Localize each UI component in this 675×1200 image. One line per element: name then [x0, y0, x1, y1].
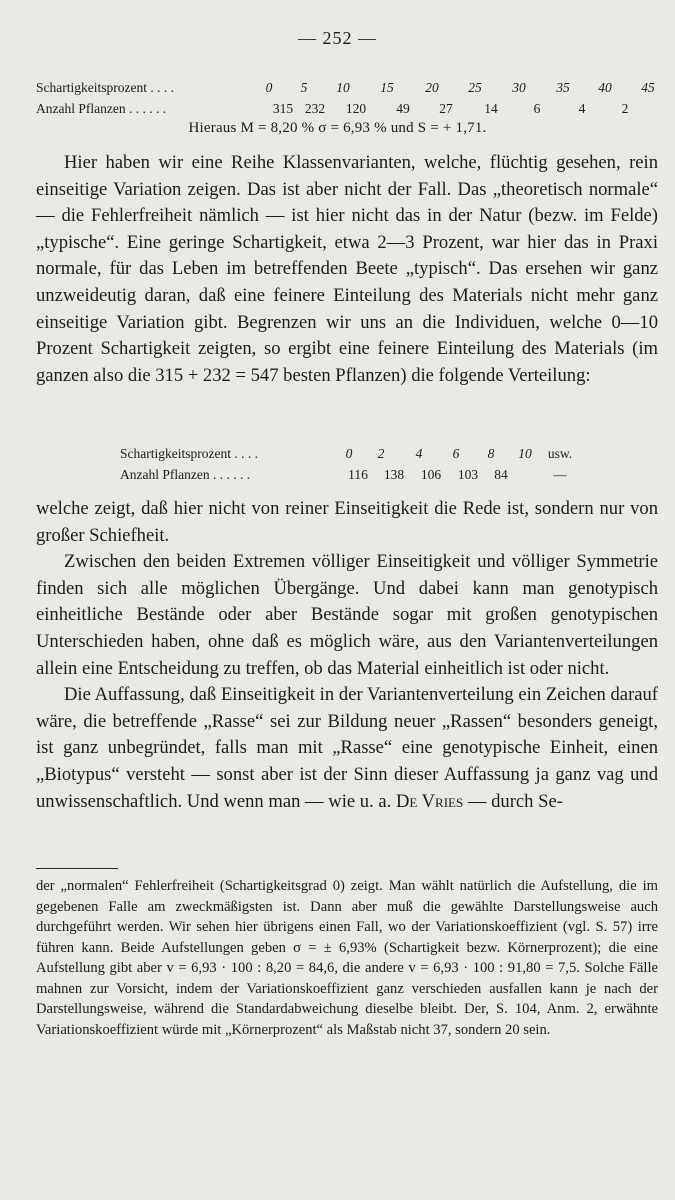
footnote-text: der „normalen“ Fehlerfreiheit (Schartigkeitsgrad 0) zeigt. Man wählt natürlich die Aufstellung, die im gegebenen Falle am zweckmäßigsten ist. Dann aber muß die gewählte Darstellungsweise auch durchgeführt werden. Wir sehen hier übrigens einen Fall, wo der Variationskoeffizient (vgl. S. 57) irre führen kann. Beide Aufstellungen geben σ = ± 6,93% (Schartigkeit bezw. Körnerprozent); die eine Aufstellung gibt aber v = 6,93 · 100 : 8,20 = 84,6, die andere v = 6,93 · 100 : 91,80 = 7,5. Solche Fälle mahnen zur Vorsicht, indem der Variationskoeffizient ganz verschieden ausfallen kann je nach der Darstellungsweise, während die Standardabweichung dieselbe bleibt. Der, S. 104, Anm. 2, erwähnte Variationskoeffizient würde mit „Körnerprozent“ als Maßstab nicht 37, sondern 20 sein.: [36, 878, 658, 1038]
table1-count-cell: 2: [621, 101, 629, 116]
table1-count-cell: 49: [396, 101, 410, 116]
body-paragraph: Zwischen den beiden Extremen völliger Einseitigkeit und völliger Symmetrie finden sich alle möglichen Übergänge. Und dabei kann man genotypisch einheitliche Bestände oder aber Bestände sogar mit großen genotypischen Unterschieden haben, ohne daß es möglich wäre, aus den Variantenverteilungen allein eine Entscheidung zu treffen, ob das Material einheitlich ist oder nicht.: [36, 551, 658, 679]
table1-percent-cell: 15: [380, 80, 394, 95]
body-paragraph-2-block: [36, 496, 658, 815]
table1-summary: Hieraus M = 8,20 % σ = 6,93 % und S = + 1,71.: [188, 120, 487, 136]
table2-percent-cell: 2: [377, 446, 385, 461]
table1-percent-cell: 0: [265, 80, 273, 95]
table2-count-cell: 84: [494, 467, 508, 482]
table2-percent-cell: 0: [345, 446, 353, 461]
body-text: Die Auffassung, daß Einseitigkeit in der Variantenverteilung ein Zeichen darauf wäre, die betreffende „Rasse“ sei zur Bildung neuer „Rassen“ besonders geneigt, ist ganz unbegründet, falls man mit „Rasse“ eine genotypische Einheit, einen „Biotypus“ versteht — sonst aber ist der Sinn dieser Auffassung ja ganz vag und unwissenschaftlich. Und wenn man — wie u. a.: [36, 684, 658, 812]
table2-row-count-label: Anzahl Pflanzen . . . . . .: [120, 467, 251, 482]
page-number: — 252 —: [298, 28, 377, 48]
table2-percent-suffix: usw.: [547, 446, 573, 461]
table1-row-count: [36, 101, 658, 119]
table2-percent-cell: 8: [487, 446, 495, 461]
author-name: De Vries: [395, 790, 464, 812]
body-paragraph-1-block: [36, 150, 658, 389]
table1-percent-cell: 35: [556, 80, 570, 95]
body-paragraph: [36, 682, 658, 815]
table1-row-percent: [36, 80, 658, 98]
table1-count-cell: 232: [304, 101, 326, 116]
table1-percent-cell: 5: [300, 80, 308, 95]
table1-row-count-label: Anzahl Pflanzen . . . . . .: [36, 101, 167, 116]
table1-percent-cell: 45: [641, 80, 655, 95]
table1-percent-cell: 30: [512, 80, 526, 95]
table2-count-cell: 103: [457, 467, 479, 482]
footnote-divider: [36, 868, 118, 869]
table1-percent-cell: 10: [336, 80, 350, 95]
body-paragraph: Hier haben wir eine Reihe Klassenvarianten, welche, flüchtig gesehen, rein einseitige Variation zeigen. Das ist aber nicht der Fall. Das „theoretisch normale“ — die Fehlerfreiheit nämlich — ist hier nicht das in der Natur (bezw. im Felde) „typische“. Eine geringe Schartigkeit, etwa 2—3 Prozent, war hier das in Praxi normale, für das Leben im betreffenden Beete „typisch“. Das ersehen wir ganz unzweideutig daran, daß eine feinere Einteilung des Materials nicht mehr ganz einseitige Variation gibt. Begrenzen wir uns an die Individuen, welche 0—10 Prozent Schartigkeit zeigten, so ergibt eine feinere Einteilung des Materials (im ganzen also die 315 + 232 = 547 besten Pflanzen) die folgende Verteilung:: [36, 152, 658, 386]
table1-count-cell: 27: [439, 101, 453, 116]
table1-count-cell: 120: [345, 101, 367, 116]
table2-count-cell: 116: [348, 467, 368, 482]
table2-count-cell: 138: [383, 467, 405, 482]
table2-percent-cell: 10: [518, 446, 532, 461]
footnote-block: [36, 876, 658, 1040]
table2-percent-cell: 4: [415, 446, 423, 461]
table1-percent-cell: 20: [425, 80, 439, 95]
body-paragraph: welche zeigt, daß hier nicht von reiner Einseitigkeit die Rede ist, sondern nur von großer Schiefheit.: [36, 498, 658, 546]
table1-count-cell: 14: [484, 101, 498, 116]
table2-percent-cell: 6: [452, 446, 460, 461]
table1-row-percent-label: Schartigkeitsprozent . . . .: [36, 80, 174, 95]
table1-percent-cell: 40: [598, 80, 612, 95]
table1-count-cell: 6: [533, 101, 541, 116]
body-text: — durch Se-: [467, 790, 563, 812]
table2-count-cell: 106: [420, 467, 442, 482]
table1-percent-cell: 25: [468, 80, 482, 95]
table1-count-cell: 4: [578, 101, 586, 116]
table2-count-suffix: —: [553, 467, 567, 482]
table2-row-percent: [120, 446, 640, 464]
table2-row-count: [120, 467, 640, 485]
table1-count-cell: 315: [272, 101, 294, 116]
table2-row-percent-label: Schartigkeitsprozent . . . .: [120, 446, 258, 461]
